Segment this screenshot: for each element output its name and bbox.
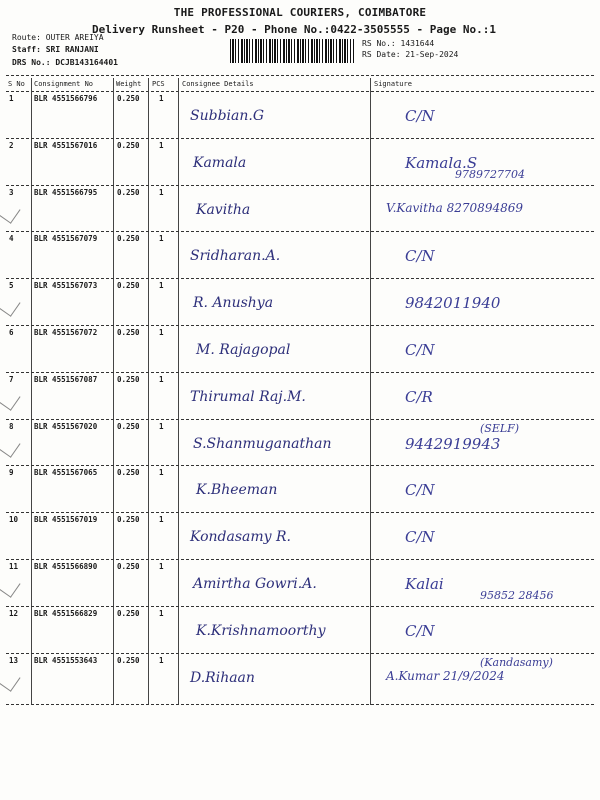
row-divider [6,419,594,420]
row-consignment-no: BLR 4551567016 [34,141,98,150]
row-divider [6,512,594,513]
row-consignee-handwritten: Kondasamy R. [190,529,291,545]
row-signature-note: (SELF) [480,422,520,435]
row-weight: 0.250 [117,656,140,665]
row-consignment-no: BLR 4551567073 [34,281,98,290]
row-consignee-handwritten: R. Anushya [193,295,274,311]
row-consignment-no: BLR 4551566796 [34,94,98,103]
row-weight: 0.250 [117,141,140,150]
row-divider [6,559,594,560]
runsheet-subtitle: Delivery Runsheet - P20 - Phone No.:0422-3505555 - Page No.:1 [92,23,496,36]
row-sno: 4 [9,234,14,243]
row-signature-handwritten: Kalai [405,575,444,593]
row-consignee-handwritten: M. Rajagopal [196,342,291,358]
row-signature-handwritten: V.Kavitha 8270894869 [386,201,523,215]
row-divider [6,465,594,466]
runsheet-title: THE PROFESSIONAL COURIERS, COIMBATORE [173,6,427,19]
row-check-mark [0,201,21,224]
row-pcs: 1 [159,422,164,431]
barcode [230,39,354,63]
row-weight: 0.250 [117,94,140,103]
row-signature-handwritten: 9842011940 [405,294,501,312]
row-weight: 0.250 [117,609,140,618]
row-consignee-handwritten: Sridharan.A. [190,248,281,264]
row-pcs: 1 [159,656,164,665]
row-sno: 13 [9,656,19,665]
column-divider [370,78,371,705]
column-divider [113,78,114,705]
row-pcs: 1 [159,515,164,524]
row-signature-handwritten: C/N [405,107,435,125]
row-signature-handwritten: C/R [405,388,433,406]
row-weight: 0.250 [117,375,140,384]
row-signature-handwritten: C/N [405,528,435,546]
row-pcs: 1 [159,375,164,384]
row-consignee-handwritten: Thirumal Raj.M. [190,389,306,405]
row-weight: 0.250 [117,188,140,197]
row-check-mark [0,435,21,458]
row-consignment-no: BLR 4551553643 [34,656,98,665]
row-sno: 3 [9,188,14,197]
drs-number: DRS No.: DCJB143164401 [12,58,118,67]
column-divider [178,78,179,705]
row-pcs: 1 [159,609,164,618]
row-pcs: 1 [159,94,164,103]
row-consignment-no: BLR 4551567072 [34,328,98,337]
row-weight: 0.250 [117,562,140,571]
col-header-consignment: Consignment No [34,80,94,88]
row-divider [6,231,594,232]
row-sno: 9 [9,468,14,477]
row-sno: 10 [9,515,19,524]
col-header-consignee: Consignee Details [182,80,254,88]
row-divider [6,325,594,326]
row-signature-handwritten: A.Kumar 21/9/2024 [386,669,505,683]
row-consignment-no: BLR 4551567079 [34,234,98,243]
row-divider [6,372,594,373]
row-weight: 0.250 [117,328,140,337]
row-consignment-no: BLR 4551566890 [34,562,98,571]
row-consignment-no: BLR 4551567087 [34,375,98,384]
table-bottom-divider [6,704,594,705]
row-sno: 2 [9,141,14,150]
row-pcs: 1 [159,188,164,197]
row-sno: 12 [9,609,19,618]
row-signature-note: 95852 28456 [480,589,554,602]
row-consignee-handwritten: S.Shanmuganathan [193,436,332,452]
row-weight: 0.250 [117,234,140,243]
row-consignee-handwritten: Amirtha Gowri.A. [193,576,317,592]
row-signature-note: 9789727704 [455,168,525,181]
row-weight: 0.250 [117,281,140,290]
route-label: Route: OUTER AREIYA [12,33,104,42]
row-signature-handwritten: C/N [405,247,435,265]
row-divider [6,278,594,279]
row-check-mark [0,669,21,692]
row-consignee-handwritten: K.Bheeman [196,482,278,498]
col-header-pcs: PCS [152,80,165,88]
staff-label: Staff: SRI RANJANI [12,45,99,54]
row-divider [6,185,594,186]
header-divider-bottom [6,91,594,92]
row-weight: 0.250 [117,468,140,477]
row-consignee-handwritten: D.Rihaan [190,670,255,686]
row-sno: 11 [9,562,19,571]
row-consignment-no: BLR 4551567020 [34,422,98,431]
row-consignee-handwritten: K.Krishnamoorthy [196,623,326,639]
row-divider [6,138,594,139]
row-pcs: 1 [159,234,164,243]
row-signature-handwritten: C/N [405,341,435,359]
row-signature-handwritten: C/N [405,622,435,640]
row-sno: 5 [9,281,14,290]
col-header-weight: Weight [116,80,142,88]
row-consignee-handwritten: Kamala [193,155,247,171]
col-header-signature: Signature [374,80,412,88]
row-signature-handwritten: C/N [405,481,435,499]
row-consignee-handwritten: Kavitha [196,202,251,218]
row-weight: 0.250 [117,515,140,524]
row-check-mark [0,575,21,598]
row-pcs: 1 [159,328,164,337]
row-consignment-no: BLR 4551567065 [34,468,98,477]
row-consignment-no: BLR 4551567019 [34,515,98,524]
row-check-mark [0,294,21,317]
row-pcs: 1 [159,281,164,290]
row-sno: 8 [9,422,14,431]
row-consignee-handwritten: Subbian.G [190,108,265,124]
row-divider [6,653,594,654]
rs-number: RS No.: 1431644 [362,39,435,48]
column-divider [148,78,149,705]
row-pcs: 1 [159,562,164,571]
row-signature-note: (Kandasamy) [480,656,553,669]
row-pcs: 1 [159,141,164,150]
row-check-mark [0,388,21,411]
rs-date: RS Date: 21-Sep-2024 [362,50,459,59]
row-sno: 1 [9,94,14,103]
row-pcs: 1 [159,468,164,477]
row-signature-handwritten: Kamala.S [405,154,478,172]
row-signature-handwritten: 9442919943 [405,435,501,453]
row-consignment-no: BLR 4551566795 [34,188,98,197]
row-sno: 7 [9,375,14,384]
header-divider-top [6,75,594,76]
row-sno: 6 [9,328,14,337]
row-divider [6,606,594,607]
col-header-sno: S No [8,80,25,88]
row-weight: 0.250 [117,422,140,431]
row-consignment-no: BLR 4551566829 [34,609,98,618]
column-divider [31,78,32,705]
